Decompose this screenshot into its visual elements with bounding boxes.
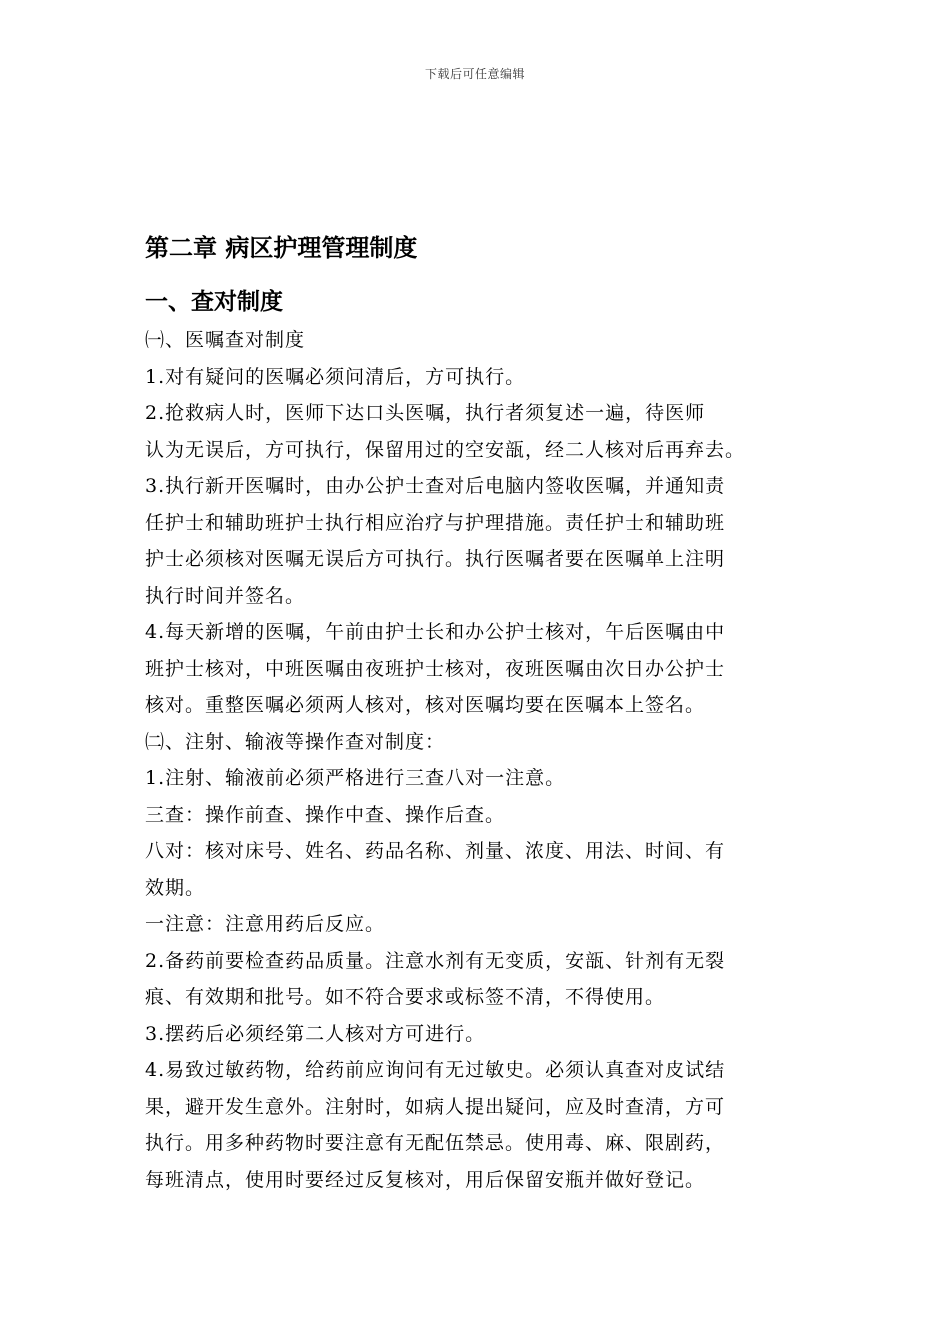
text-line: 果，避开发生意外。注射时，如病人提出疑问，应及时查清，方可 [145, 1095, 726, 1118]
text-line: 2.抢救病人时，医师下达口头医嘱，执行者须复述一遍，待医师 [145, 402, 706, 424]
document-body [145, 226, 810, 1198]
text-line: 痕、有效期和批号。如不符合要求或标签不清，不得使用。 [145, 986, 666, 1008]
text-line: 1.对有疑问的医嘱必须问清后，方可执行。 [145, 365, 526, 388]
text-line: 2.备药前要检查药品质量。注意水剂有无变质，安瓿、针剂有无裂 [145, 949, 726, 972]
chapter-title: 第二章 病区护理管理制度 [145, 234, 418, 262]
subsection-heading-doctor-orders: ㈠、医嘱查对制度 [145, 329, 306, 351]
section-title: 一、查对制度 [145, 289, 283, 315]
text-line: 4.每天新增的医嘱，午前由护士长和办公护士核对，午后医嘱由中 [145, 621, 726, 643]
text-line: 班护士核对，中班医嘱由夜班护士核对，夜班医嘱由次日办公护士 [145, 657, 726, 680]
text-line: 一注意：注意用药后反应。 [145, 913, 386, 935]
text-line: 核对。重整医嘱必须两人核对，核对医嘱均要在医嘱本上签名。 [145, 694, 706, 716]
text-line: 4.易致过敏药物，给药前应询问有无过敏史。必须认真查对皮试结 [145, 1059, 726, 1081]
text-line: 效期。 [145, 876, 206, 899]
text-line: 护士必须核对医嘱无误后方可执行。执行医嘱者要在医嘱单上注明 [145, 548, 726, 570]
text-line: 每班清点，使用时要经过反复核对，用后保留安瓶并做好登记。 [145, 1168, 706, 1191]
body-text [145, 322, 810, 1198]
header-note: 下载后可任意编辑 [424, 67, 525, 81]
text-line: 1.注射、输液前必须严格进行三查八对一注意。 [145, 767, 566, 789]
subsection-heading-injection: ㈡、注射、输液等操作查对制度： [145, 730, 446, 753]
text-line: 3.执行新开医嘱时，由办公护士查对后电脑内签收医嘱，并通知责 [145, 475, 726, 497]
text-line: 认为无误后，方可执行，保留用过的空安瓿，经二人核对后再弃去。 [145, 438, 746, 461]
text-line: 执行。用多种药物时要注意有无配伍禁忌。使用毒、麻、限剧药， [145, 1132, 726, 1154]
text-line: 任护士和辅助班护士执行相应治疗与护理措施。责任护士和辅助班 [145, 511, 726, 534]
text-line: 八对：核对床号、姓名、药品名称、剂量、浓度、用法、时间、有 [145, 840, 726, 862]
text-line: 三查：操作前查、操作中查、操作后查。 [145, 803, 506, 826]
text-line: 执行时间并签名。 [145, 584, 306, 607]
text-line: 3.摆药后必须经第二人核对方可进行。 [145, 1022, 486, 1045]
